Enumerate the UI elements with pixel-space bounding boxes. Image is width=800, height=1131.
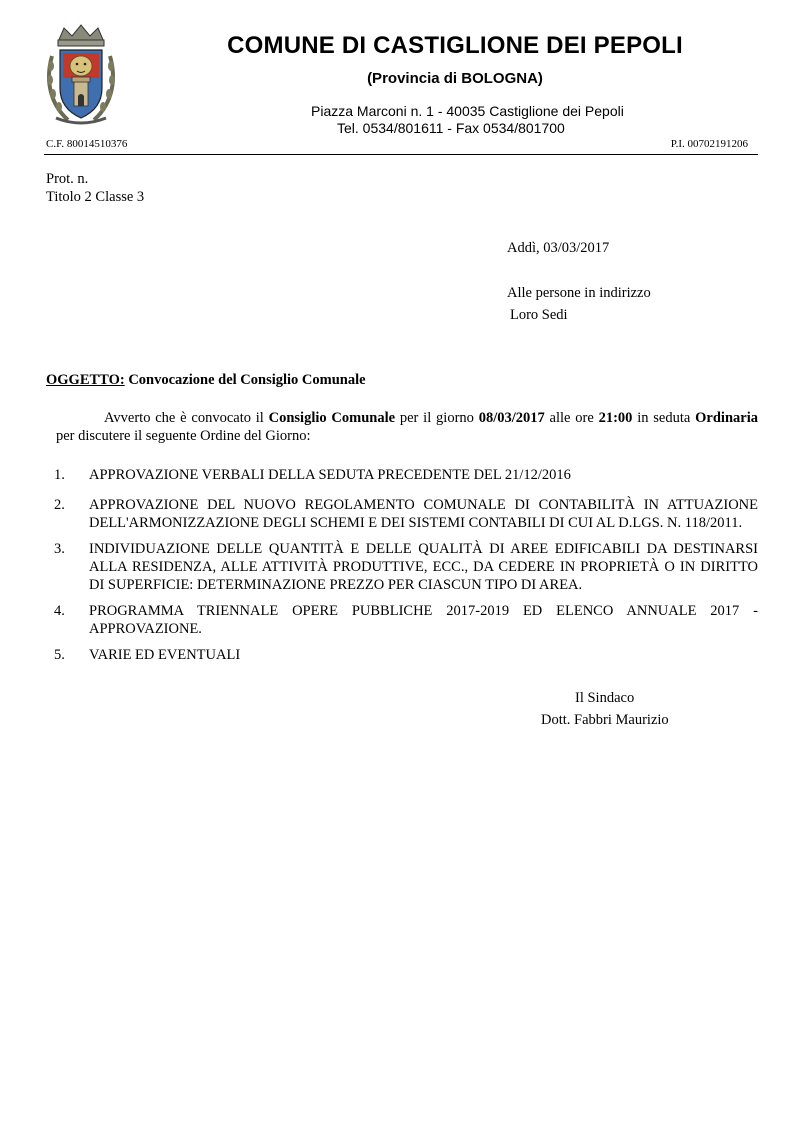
recipient-line-2: Loro Sedi — [510, 307, 568, 323]
agenda-item — [46, 466, 758, 484]
intro-text-5: per discutere il seguente Ordine del Giorno: — [56, 428, 311, 444]
agenda-item-number: 5. — [54, 647, 65, 663]
subject-text: Convocazione del Consiglio Comunale — [124, 372, 366, 388]
agenda-item-text: APPROVAZIONE VERBALI DELLA SEDUTA PRECEDENTE DEL 21/12/2016 — [89, 467, 571, 483]
agenda-item-text: INDIVIDUAZIONE DELLE QUANTITÀ E DELLE QUALITÀ DI AREE EDIFICABILI DA DESTINARSI ALLA RESIDENZA, ALLE ATTIVITÀ PRODUTTIVE, ECC., DA CEDERE IN PROPRIETÀ O IN DIRITTO DI SUPERFICIE: DETERMINAZIONE PREZZO PER CIASCUN TIPO DI AREA. — [89, 541, 758, 593]
agenda-item-text: PROGRAMMA TRIENNALE OPERE PUBBLICHE 2017-2019 ED ELENCO ANNUALE 2017 - APPROVAZIONE. — [89, 603, 758, 637]
agenda-item-number: 1. — [54, 467, 65, 483]
header-divider — [44, 154, 758, 155]
agenda-item — [46, 646, 758, 664]
agenda-list — [46, 466, 758, 672]
agenda-item-number: 3. — [54, 541, 65, 557]
agenda-item-text: VARIE ED EVENTUALI — [89, 647, 241, 663]
council-name: Consiglio Comunale — [268, 410, 396, 426]
meeting-date: 08/03/2017 — [478, 410, 545, 426]
intro-paragraph — [56, 409, 758, 445]
agenda-item — [46, 602, 758, 638]
subject-label: OGGETTO: — [46, 372, 125, 388]
agenda-item — [46, 496, 758, 532]
protocol-classification: Titolo 2 Classe 3 — [46, 189, 145, 205]
province-subtitle: (Provincia di BOLOGNA) — [367, 70, 543, 87]
signatory-name: Dott. Fabbri Maurizio — [541, 712, 669, 728]
meeting-time: 21:00 — [598, 410, 633, 426]
fiscal-code: C.F. 80014510376 — [46, 138, 128, 150]
agenda-item-text: APPROVAZIONE DEL NUOVO REGOLAMENTO COMUNALE DI CONTABILITÀ IN ATTUAZIONE DELL'ARMONIZZAZIONE DEGLI SCHEMI E DEI SISTEMI CONTABILI DI CUI AL D.LGS. N. 118/2011. — [89, 497, 758, 531]
coat-of-arms-icon — [44, 22, 118, 128]
subject-line — [46, 371, 366, 389]
address-line: Piazza Marconi n. 1 - 40035 Castiglione dei Pepoli — [311, 103, 624, 119]
municipality-title: COMUNE DI CASTIGLIONE DEI PEPOLI — [227, 32, 683, 59]
agenda-item-number: 4. — [54, 603, 65, 619]
agenda-item-number: 2. — [54, 497, 65, 513]
intro-text-4: in seduta — [632, 410, 696, 426]
signatory-role: Il Sindaco — [575, 690, 635, 706]
phone-fax-line: Tel. 0534/801611 - Fax 0534/801700 — [337, 120, 565, 136]
agenda-item — [46, 540, 758, 594]
session-type: Ordinaria — [695, 410, 758, 426]
intro-text-2: per il giorno — [395, 410, 479, 426]
intro-text-1: Avverto che è convocato il — [104, 410, 269, 426]
letter-date: Addì, 03/03/2017 — [507, 240, 610, 256]
intro-text-3: alle ore — [544, 410, 599, 426]
vat-number: P.I. 00702191206 — [670, 138, 748, 150]
recipient-line-1: Alle persone in indirizzo — [507, 285, 651, 301]
protocol-number: Prot. n. — [46, 171, 89, 187]
